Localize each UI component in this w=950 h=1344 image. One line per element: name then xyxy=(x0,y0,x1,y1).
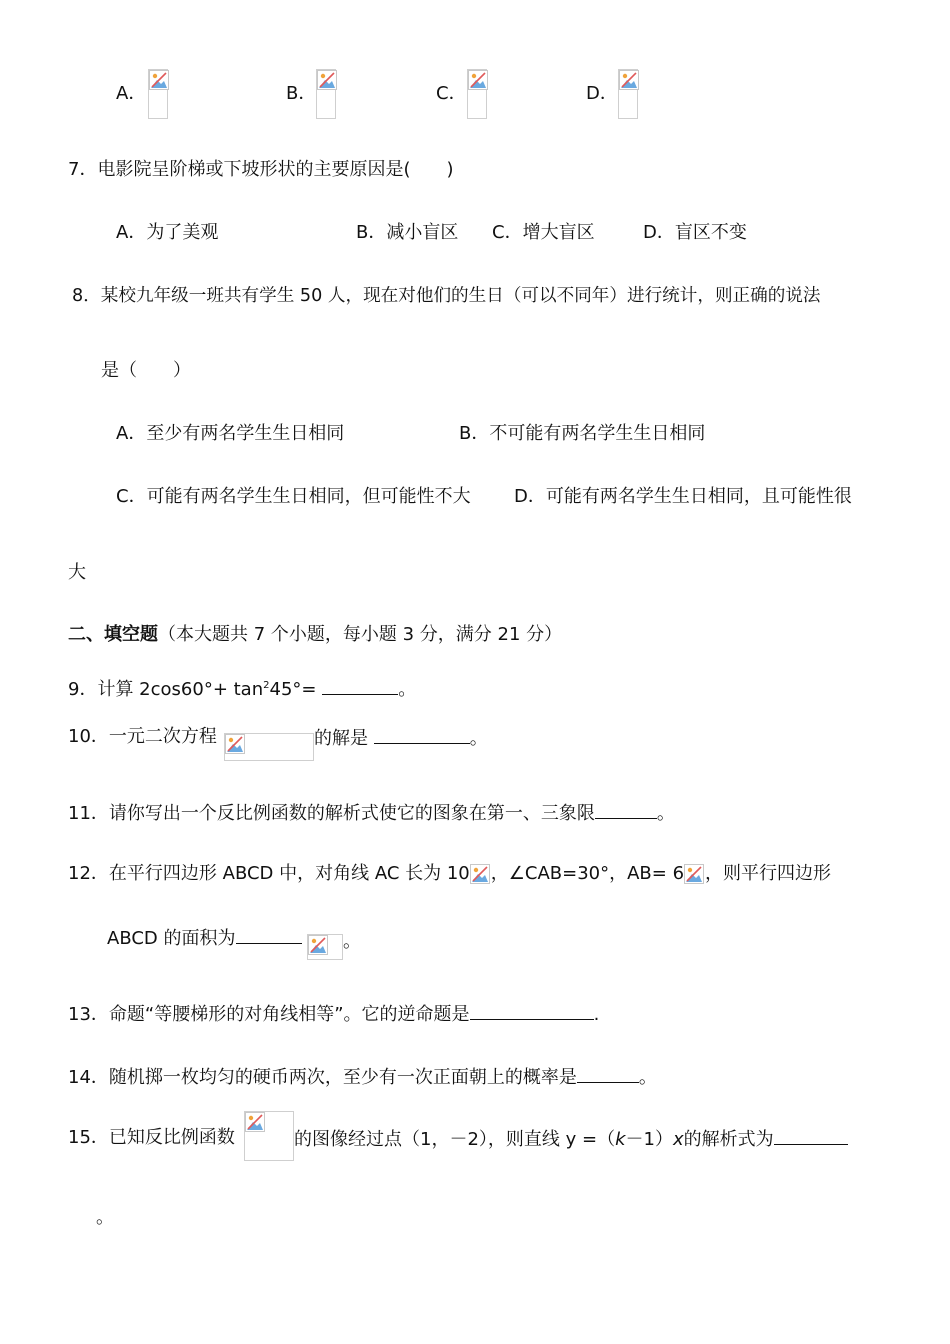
q14-answer-blank[interactable] xyxy=(577,1064,639,1083)
q7-option-d: D．盲区不变 xyxy=(643,222,747,243)
q7-option-a: A．为了美观 xyxy=(116,222,219,243)
q10-answer-blank[interactable] xyxy=(374,725,470,744)
q11-text: 11．请你写出一个反比例函数的解析式使它的图象在第一、三象限 xyxy=(68,803,595,824)
q9-text: 9．计算 2cos60°+ tan xyxy=(68,679,264,700)
q8-stem-line1: 8．某校九年级一班共有学生 50 人，现在对他们的生日（可以不同年）进行统计，则正确的说法 xyxy=(72,286,821,306)
broken-image-icon xyxy=(619,70,639,90)
q12-sqrt-image-2 xyxy=(684,864,705,884)
q11-end: 。 xyxy=(656,803,675,824)
q12-end: 。 xyxy=(343,931,361,952)
q15-text-mid: －1） xyxy=(625,1129,673,1150)
q6-option-b-label: B． xyxy=(286,83,317,104)
q12-text-2: ，∠CAB=30°，AB= 6 xyxy=(490,863,685,884)
q13-answer-blank[interactable] xyxy=(470,1001,594,1020)
q12-text-1: 12．在平行四边形 ABCD 中，对角线 AC 长为 10 xyxy=(68,863,470,884)
q6-option-c-label: C． xyxy=(436,83,467,104)
q8-option-d: D．可能有两名学生生日相同，且可能性很 xyxy=(514,486,852,507)
q12-line2 xyxy=(107,925,302,951)
q9-end: 。 xyxy=(398,679,417,700)
q7-stem: 7．电影院呈阶梯或下坡形状的主要原因是( ) xyxy=(68,159,454,180)
q15-end: 。 xyxy=(96,1207,114,1228)
broken-image-icon xyxy=(317,70,337,90)
q12-line1 xyxy=(68,862,831,886)
q10-text: 的解是 xyxy=(314,728,374,749)
q10-equation-image xyxy=(224,733,314,761)
q14-text: 14．随机掷一枚均匀的硬币两次，至少有一次正面朝上的概率是 xyxy=(68,1067,577,1088)
q13 xyxy=(68,1001,599,1027)
q9 xyxy=(68,674,416,702)
broken-image-icon xyxy=(225,734,245,754)
q8-option-a: A．至少有两名学生生日相同 xyxy=(116,423,345,444)
q6-option-d-image xyxy=(618,69,638,119)
q7-option-c: C．增大盲区 xyxy=(492,222,595,243)
broken-image-icon xyxy=(308,935,328,955)
q8-option-d-wrap: 大 xyxy=(68,562,86,583)
section-heading xyxy=(68,623,562,647)
q15-post xyxy=(294,1126,848,1152)
q11 xyxy=(68,800,675,826)
broken-image-icon xyxy=(684,864,704,884)
section-note: （本大题共 7 个小题，每小题 3 分，满分 21 分） xyxy=(158,624,563,645)
q7-option-b: B．减小盲区 xyxy=(356,222,459,243)
q15-x: x xyxy=(672,1129,684,1150)
q15-text-tail: 的解析式为 xyxy=(683,1129,774,1150)
q15-answer-blank[interactable] xyxy=(774,1126,848,1145)
q8-stem-line2: 是（ ） xyxy=(101,360,191,381)
q13-end: . xyxy=(593,1004,600,1025)
q12-answer-blank[interactable] xyxy=(236,925,302,944)
q14-end: 。 xyxy=(638,1067,657,1088)
q8-option-c: C．可能有两名学生生日相同，但可能性不大 xyxy=(116,486,471,507)
q10-end: 。 xyxy=(469,728,488,749)
q9-superscript: 2 xyxy=(263,680,270,691)
q6-option-b-image xyxy=(316,69,336,119)
q12-text-3: ，则平行四边形 xyxy=(705,863,832,884)
q12-answer-unit-image xyxy=(307,934,343,960)
q8-option-b: B．不可能有两名学生生日相同 xyxy=(459,423,706,444)
q15-pre: 15．已知反比例函数 xyxy=(68,1127,235,1148)
q15-k: k xyxy=(615,1129,626,1150)
q9-text-post: 45°= xyxy=(269,679,323,700)
q9-answer-blank[interactable] xyxy=(322,676,398,695)
q10-pre: 10．一元二次方程 xyxy=(68,726,217,747)
q6-option-a-image xyxy=(148,69,168,119)
q10-post xyxy=(314,725,488,751)
q12-text-4: ABCD 的面积为 xyxy=(107,928,236,949)
section-title: 二、填空题 xyxy=(68,624,158,645)
q11-answer-blank[interactable] xyxy=(595,800,657,819)
q13-text: 13．命题“等腰梯形的对角线相等”。它的逆命题是 xyxy=(68,1004,470,1025)
q12-sqrt-image-1 xyxy=(470,864,491,884)
q6-option-c-image xyxy=(467,69,487,119)
q6-option-d-label: D． xyxy=(586,83,618,104)
q14 xyxy=(68,1064,657,1090)
q15-function-image xyxy=(244,1111,294,1161)
q6-option-a-label: A． xyxy=(116,83,147,104)
broken-image-icon xyxy=(245,1112,265,1132)
broken-image-icon xyxy=(149,70,169,90)
q15-text: 的图像经过点（1，－2），则直线 y =（ xyxy=(294,1129,616,1150)
broken-image-icon xyxy=(470,864,490,884)
broken-image-icon xyxy=(468,70,488,90)
